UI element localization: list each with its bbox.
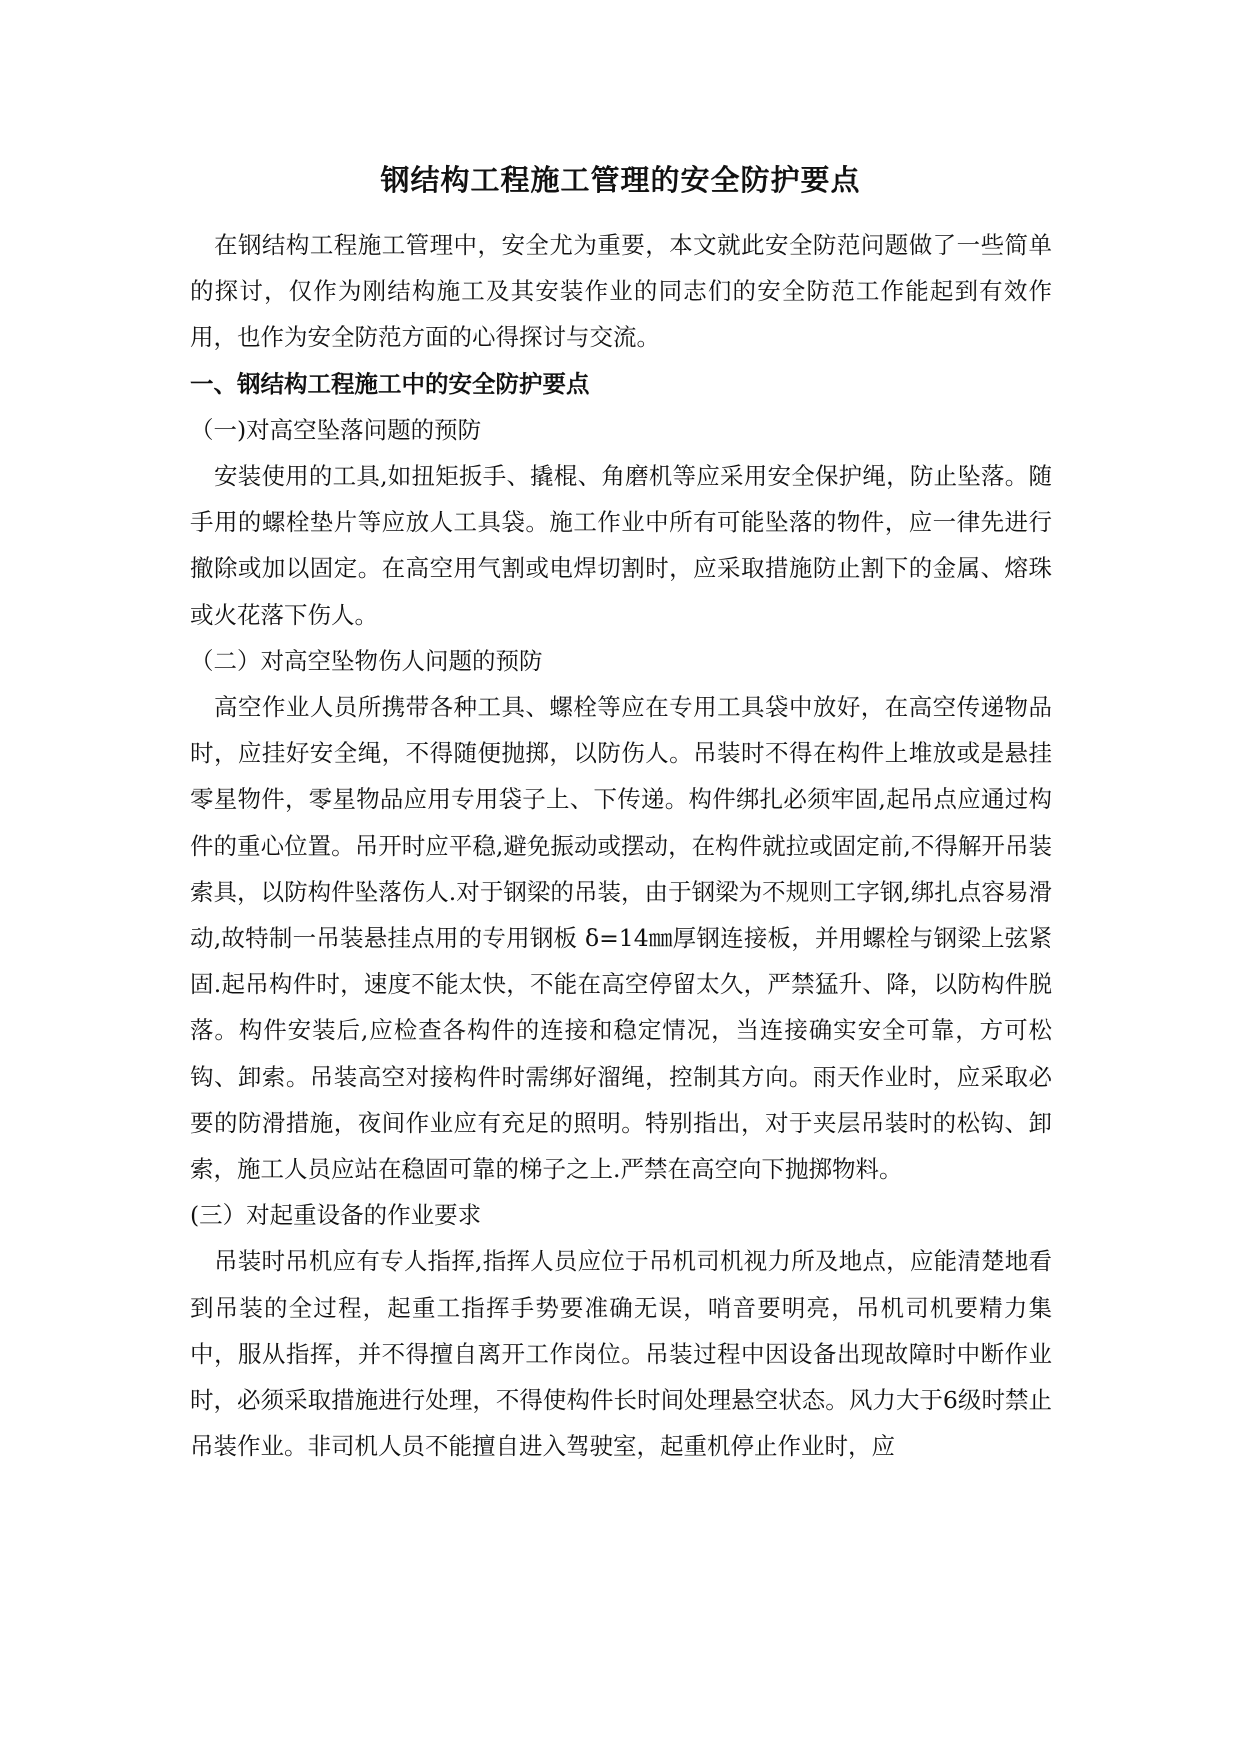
subsection-body-3: 吊装时吊机应有专人指挥,指挥人员应位于吊机司机视力所及地点，应能清楚地看到吊装的全过程，起重工指挥手势要准确无误，哨音要明亮，吊机司机要精力集中，服从指挥，并不得擅自离开工作岗位。吊装过程中因设备出现故障时中断作业时，必须采取措施进行处理，不得使构件长时间处理悬空状态。风力大于6级时禁止吊装作业。非司机人员不能擅自进入驾驶室，起重机停止作业时，应: [190, 1247, 1052, 1461]
subsection-heading-3: (三）对起重设备的作业要求: [190, 1201, 482, 1230]
section-heading: 一、钢结构工程施工中的安全防护要点: [190, 369, 590, 398]
intro-paragraph: 在钢结构工程施工管理中，安全尤为重要，本文就此安全防范问题做了一些简单的探讨，仅作为刚结构施工及其安装作业的同志们的安全防范工作能起到有效作用，也作为安全防范方面的心得探讨与交流。: [190, 231, 1052, 352]
subsection-heading-1: （一)对高空坠落问题的预防: [190, 415, 482, 444]
subsection-body-2: 高空作业人员所携带各种工具、螺栓等应在专用工具袋中放好，在高空传递物品时，应挂好安全绳，不得随便抛掷，以防伤人。吊装时不得在构件上堆放或是悬挂零星物件，零星物品应用专用袋子上、下传递。构件绑扎必须牢固,起吊点应通过构件的重心位置。吊开时应平稳,避免振动或摆动，在构件就拉或固定前,不得解开吊装索具，以防构件坠落伤人.对于钢梁的吊装，由于钢梁为不规则工字钢,绑扎点容易滑动,故特制一吊装悬挂点用的专用钢板 δ=14㎜厚钢连接板，并用螺栓与钢梁上弦紧固.起吊构件时，速度不能太快，不能在高空停留太久，严禁猛升、降，以防构件脱落。构件安装后,应检查各构件的连接和稳定情况，当连接确实安全可靠，方可松钩、卸索。吊装高空对接构件时需绑好溜绳，控制其方向。雨天作业时，应采取必要的防滑措施，夜间作业应有充足的照明。特别指出，对于夹层吊装时的松钩、卸索，施工人员应站在稳固可靠的梯子之上.严禁在高空向下抛掷物料。: [190, 693, 1052, 1184]
document-title: 钢结构工程施工管理的安全防护要点: [380, 163, 861, 197]
subsection-body-1: 安装使用的工具,如扭矩扳手、撬棍、角磨机等应采用安全保护绳，防止坠落。随手用的螺栓垫片等应放人工具袋。施工作业中所有可能坠落的物件，应一律先进行撤除或加以固定。在高空用气割或电焊切割时，应采取措施防止割下的金属、熔珠或火花落下伤人。: [190, 462, 1052, 629]
document-body: [190, 222, 1052, 1469]
subsection-heading-2: （二）对高空坠物伤人问题的预防: [190, 646, 543, 675]
